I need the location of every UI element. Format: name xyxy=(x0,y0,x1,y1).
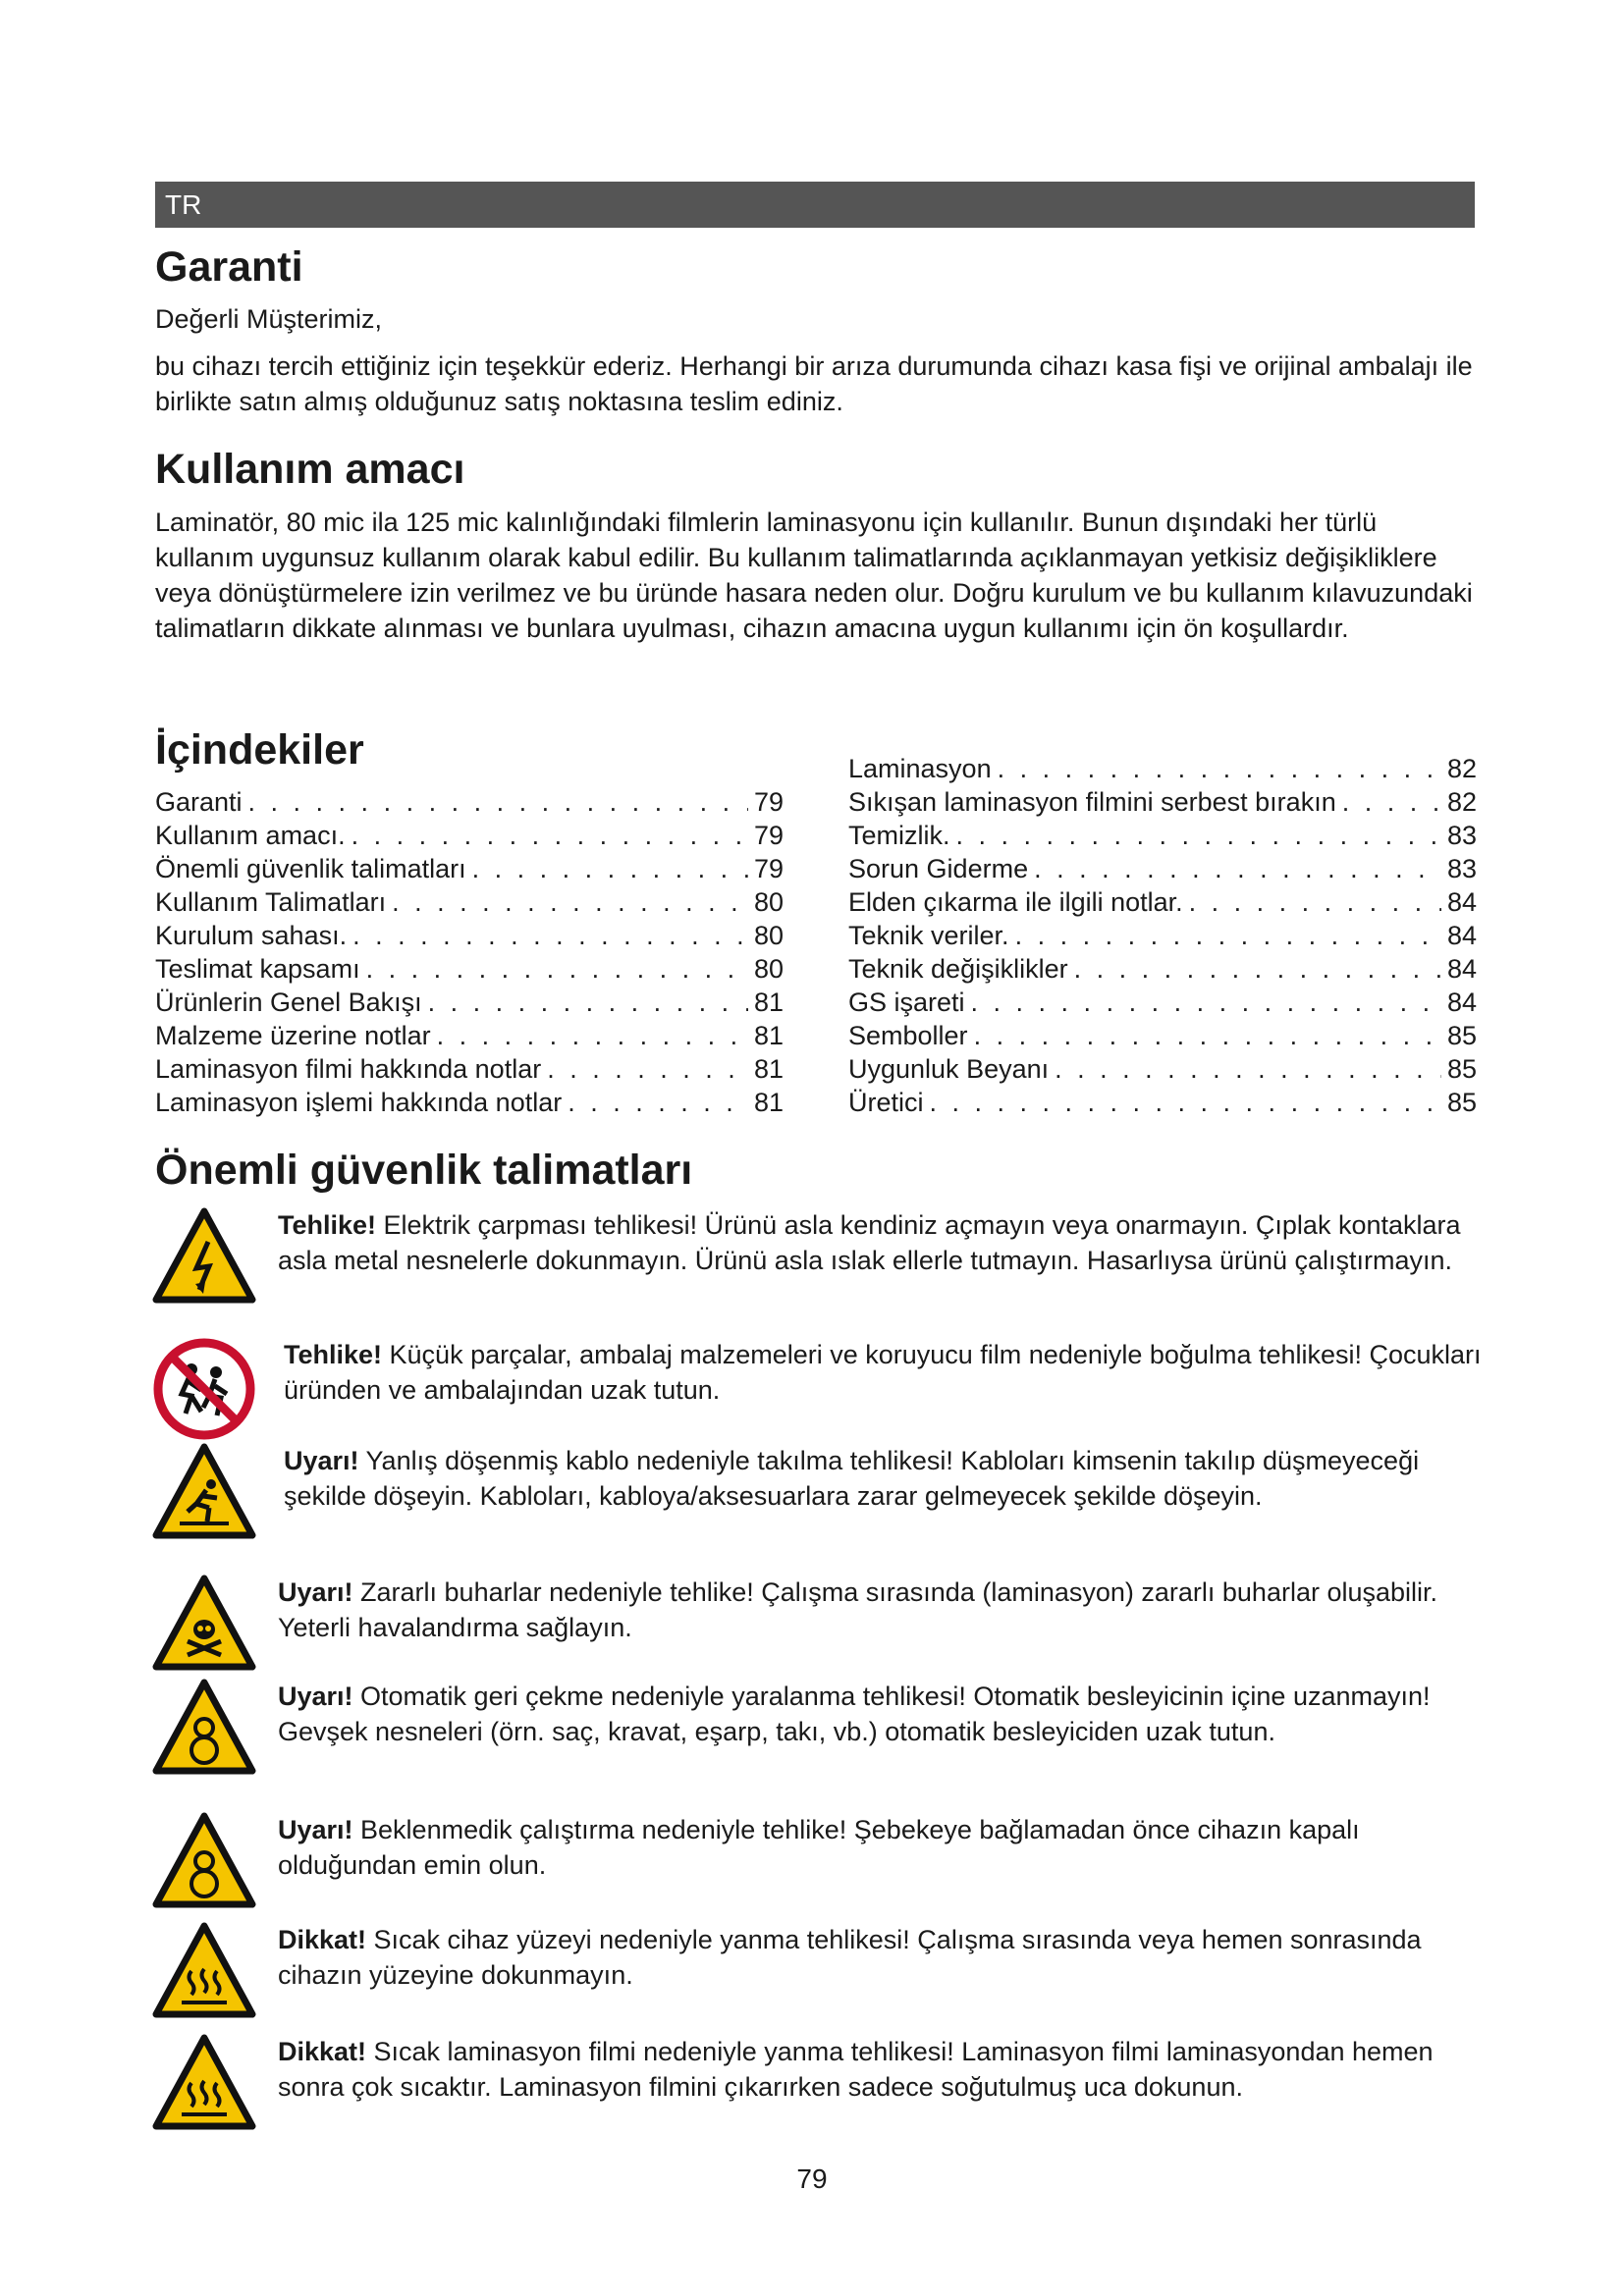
toc-leader-dots xyxy=(568,1086,748,1119)
toc-leader-dots xyxy=(547,1052,748,1086)
garanti-heading: Garanti xyxy=(155,243,303,291)
toc-leader-dots xyxy=(472,852,748,885)
garanti-text: bu cihazı tercih ettiğiniz için teşekkür ederiz. Herhangi bir arıza durumunda cihazı kasa fişi ve orijinal ambalajı ile birlikte satın almış olduğunuz satış noktasına teslim ediniz. xyxy=(155,351,1473,416)
toc-leader-dots xyxy=(1055,1052,1441,1086)
toc-entry-page: 85 xyxy=(1446,1021,1477,1050)
pull-in-rollers-warning-icon xyxy=(152,1679,256,1777)
toc-entry-label: GS işareti xyxy=(848,988,965,1017)
toc-entry xyxy=(848,785,1477,819)
toc-entry-label: Garanti xyxy=(155,787,243,817)
toc-entry-page: 85 xyxy=(1446,1054,1477,1084)
toc-entry xyxy=(848,919,1477,952)
toc-entry xyxy=(155,1052,784,1086)
safety-text: Sıcak laminasyon filmi nedeniyle yanma tehlikesi! Laminasyon filmi laminasyondan hemen sonra çok sıcaktır. Laminasyon filmini çıkarırken sadece soğutulmuş uca dokunun. xyxy=(278,2037,1434,2102)
toc-entry-label: Sorun Giderme xyxy=(848,854,1029,883)
toc-entry-page: 83 xyxy=(1446,854,1477,883)
toc-entry-page: 79 xyxy=(753,787,784,817)
toc-leader-dots xyxy=(392,885,748,919)
toc-leader-dots xyxy=(352,919,748,952)
safety-text: Küçük parçalar, ambalaj malzemeleri ve koruyucu film nedeniyle boğulma tehlikesi! Çocukları üründen ve ambalajından uzak tutun. xyxy=(284,1340,1482,1405)
toc-entry xyxy=(155,1086,784,1119)
safety-label: Uyarı! xyxy=(278,1682,353,1711)
toc-entry xyxy=(848,1052,1477,1086)
toc-entry-page: 83 xyxy=(1446,821,1477,850)
electric-shock-warning-icon xyxy=(152,1207,256,1306)
toc-entry-label: Teknik veriler. xyxy=(848,921,1009,950)
toc-entry-page: 80 xyxy=(753,887,784,917)
toc-entry-label: Laminasyon filmi hakkında notlar xyxy=(155,1054,542,1084)
toc-entry xyxy=(848,885,1477,919)
safety-heading: Önemli güvenlik talimatları xyxy=(155,1147,693,1194)
toc-leader-dots xyxy=(437,1019,748,1052)
toc-entry-page: 81 xyxy=(753,1088,784,1117)
safety-label: Dikkat! xyxy=(278,2037,367,2066)
toc-entry-page: 79 xyxy=(753,821,784,850)
toc-entry-page: 84 xyxy=(1446,954,1477,984)
safety-text: Elektrik çarpması tehlikesi! Ürünü asla kendiniz açmayın veya onarmayın. Çıplak kontaklara asla metal nesnelerle dokunmayın. Ürünü asla ıslak ellerle tutmayın. Hasarlıysa ürünü çalıştırmayın. xyxy=(278,1210,1461,1275)
toc-entry-page: 80 xyxy=(753,921,784,950)
safety-text: Yanlış döşenmiş kablo nedeniyle takılma tehlikesi! Kabloları kimsenin takılıp düşmeyeceği şekilde döşeyin. Kabloları, kabloya/aksesuarlara zarar gelmeyecek şekilde döşeyin. xyxy=(284,1446,1420,1511)
toc-leader-dots xyxy=(971,986,1441,1019)
toc-entry-page: 82 xyxy=(1446,787,1477,817)
toc-entry-label: Kullanım amacı. xyxy=(155,821,346,850)
toc-leader-dots xyxy=(248,785,748,819)
toc-leader-dots xyxy=(428,986,748,1019)
toxic-fumes-warning-icon xyxy=(152,1575,256,1673)
toc-entry-label: Malzeme üzerine notlar xyxy=(155,1021,431,1050)
toc-leader-dots xyxy=(956,819,1441,852)
safety-text: Beklenmedik çalıştırma nedeniyle tehlike! Şebekeye bağlamadan önce cihazın kapalı olduğundan emin olun. xyxy=(278,1815,1360,1880)
toc-entry xyxy=(155,1019,784,1052)
toc-entry xyxy=(848,1019,1477,1052)
toc-entry-label: Kullanım Talimatları xyxy=(155,887,387,917)
toc-entry xyxy=(848,986,1477,1019)
toc-entry-label: Teslimat kapsamı xyxy=(155,954,360,984)
toc-entry-page: 81 xyxy=(753,1021,784,1050)
toc-entry-page: 85 xyxy=(1446,1088,1477,1117)
garanti-greeting: Değerli Müşterimiz, xyxy=(155,304,383,334)
toc-entry-page: 84 xyxy=(1446,921,1477,950)
hot-surface-warning-icon xyxy=(152,1922,256,2020)
toc-entry xyxy=(848,852,1477,885)
toc-leader-dots xyxy=(1189,885,1441,919)
toc-entry-label: Laminasyon işlemi hakkında notlar xyxy=(155,1088,563,1117)
toc-entry-page: 80 xyxy=(753,954,784,984)
safety-text: Sıcak cihaz yüzeyi nedeniyle yanma tehlikesi! Çalışma sırasında veya hemen sonrasında cihazın yüzeyine dokunmayın. xyxy=(278,1925,1422,1990)
toc-entry xyxy=(155,852,784,885)
safety-label: Uyarı! xyxy=(278,1577,353,1607)
toc-entry xyxy=(155,919,784,952)
toc-leader-dots xyxy=(998,752,1441,785)
toc-leader-dots xyxy=(1015,919,1441,952)
toc-entry-label: Ürünlerin Genel Bakışı xyxy=(155,988,422,1017)
toc-entry-page: 84 xyxy=(1446,887,1477,917)
toc-entry-label: Önemli güvenlik talimatları xyxy=(155,854,466,883)
language-code: TR xyxy=(165,189,202,220)
safety-label: Uyarı! xyxy=(278,1815,353,1844)
safety-label: Tehlike! xyxy=(278,1210,377,1240)
toc-entry xyxy=(155,819,784,852)
rollers-warning-icon xyxy=(152,1812,256,1910)
toc-entry-label: Üretici xyxy=(848,1088,924,1117)
toc-left-column xyxy=(155,785,784,1119)
toc-entry-label: Teknik değişiklikler xyxy=(848,954,1068,984)
language-bar xyxy=(155,182,1475,228)
toc-leader-dots xyxy=(974,1019,1441,1052)
toc-leader-dots xyxy=(1342,785,1441,819)
toc-entry-label: Semboller xyxy=(848,1021,968,1050)
toc-entry xyxy=(155,785,784,819)
toc-entry-page: 84 xyxy=(1446,988,1477,1017)
page-number: 79 xyxy=(796,2163,828,2194)
toc-entry-label: Laminasyon xyxy=(848,754,992,783)
kullanim-text: Laminatör, 80 mic ila 125 mic kalınlığındaki filmlerin laminasyonu için kullanılır. Bunun dışındaki her türlü kullanım uygunsuz kullanım olarak kabul edilir. Bu kullanım talimatlarında açıklanmayan yetkisiz değişikliklere veya dönüştürmelere izin verilmez ve bu üründe hasara neden olur. Doğru kurulum ve bu kullanım kılavuzundaki talimatların dikkate alınması ve bunlara uyulması, cihazın amacına uygun kullanımı için ön koşullardır. xyxy=(155,507,1473,643)
toc-entry-label: Sıkışan laminasyon filmini serbest bırakın xyxy=(848,787,1336,817)
toc-right-column xyxy=(848,752,1477,1119)
toc-entry-page: 81 xyxy=(753,988,784,1017)
toc-leader-dots xyxy=(1074,952,1441,986)
kullanim-heading: Kullanım amacı xyxy=(155,446,465,493)
toc-entry-label: Elden çıkarma ile ilgili notlar. xyxy=(848,887,1183,917)
toc-leader-dots xyxy=(1034,852,1441,885)
trip-hazard-warning-icon xyxy=(152,1443,256,1541)
toc-entry-page: 79 xyxy=(753,854,784,883)
toc-leader-dots xyxy=(930,1086,1441,1119)
toc-entry xyxy=(848,1086,1477,1119)
toc-entry-page: 81 xyxy=(753,1054,784,1084)
toc-entry xyxy=(848,752,1477,785)
toc-entry xyxy=(155,885,784,919)
safety-label: Dikkat! xyxy=(278,1925,367,1954)
toc-entry-label: Uygunluk Beyanı xyxy=(848,1054,1050,1084)
toc-entry xyxy=(848,952,1477,986)
toc-entry-page: 82 xyxy=(1446,754,1477,783)
toc-entry-label: Kurulum sahası. xyxy=(155,921,348,950)
safety-text: Zararlı buharlar nedeniyle tehlike! Çalışma sırasında (laminasyon) zararlı buharlar oluşabilir. Yeterli havalandırma sağlayın. xyxy=(278,1577,1438,1642)
hot-surface-warning-icon xyxy=(152,2034,256,2132)
toc-entry xyxy=(155,952,784,986)
toc-entry-label: Temizlik. xyxy=(848,821,950,850)
safety-text: Otomatik geri çekme nedeniyle yaralanma tehlikesi! Otomatik besleyicinin içine uzanmayın! Gevşek nesneleri (örn. saç, kravat, eşarp, takı, vb.) otomatik besleyiciden uzak tutun. xyxy=(278,1682,1431,1746)
toc-leader-dots xyxy=(366,952,748,986)
toc-leader-dots xyxy=(352,819,748,852)
toc-heading: İçindekiler xyxy=(155,726,364,774)
no-children-prohibition-icon xyxy=(152,1337,256,1441)
toc-entry xyxy=(848,819,1477,852)
safety-label: Uyarı! xyxy=(284,1446,359,1475)
toc-entry xyxy=(155,986,784,1019)
safety-label: Tehlike! xyxy=(284,1340,383,1369)
